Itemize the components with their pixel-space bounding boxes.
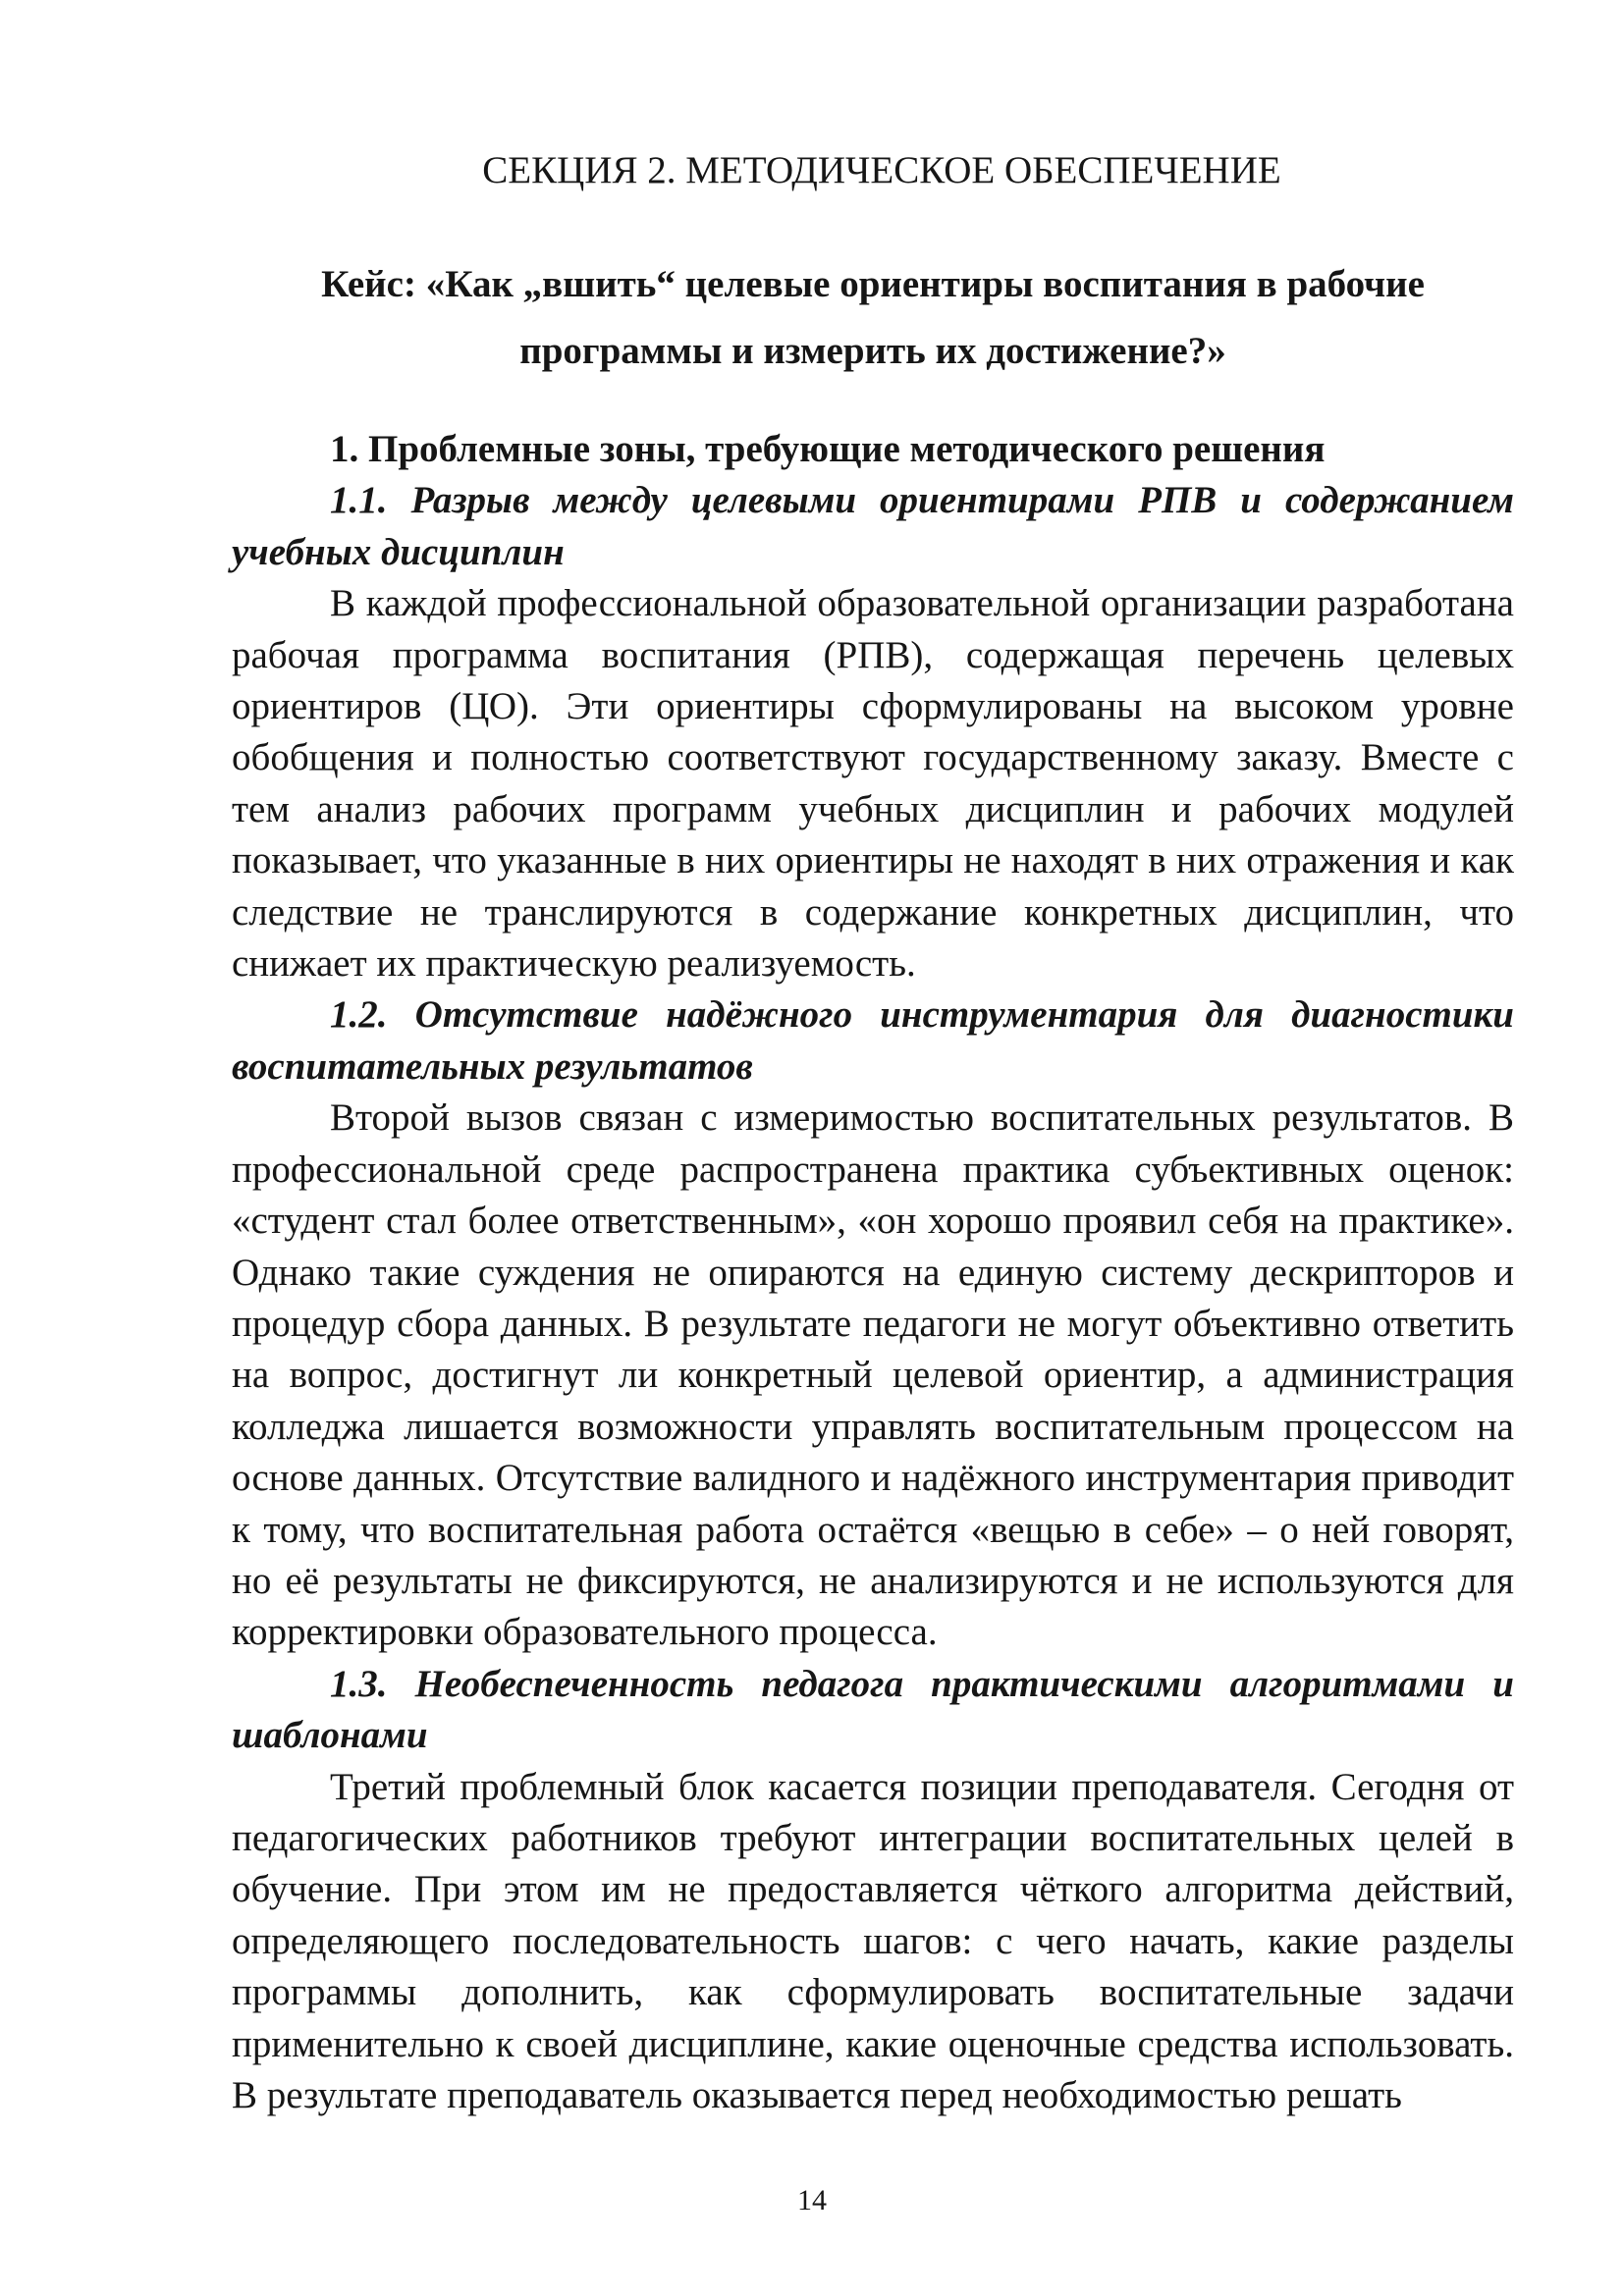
- heading-problem-zones: 1. Проблемные зоны, требующие методического решения: [330, 428, 1326, 470]
- subsection-paragraph-1-1: В каждой профессиональной образовательной организации разработана рабочая программа воспитания (РПВ), содержащая перечень целевых ориентиров (ЦО). Эти ориентиры сформулированы на высоком уровне обобщения и полностью соответствуют государственному заказу. Вместе с тем анализ рабочих программ учебных дисциплин и рабочих модулей показывает, что указанные в них ориентиры не находят в них отражения и как следствие не транслируются в содержание конкретных дисциплин, что снижает их практическую реализуемость.: [232, 582, 1514, 986]
- subsection-heading-1-3: 1.3. Необеспеченность педагога практическими алгоритмами и шаблонами: [232, 1662, 1514, 1757]
- subsection-paragraph-1-2: Второй вызов связан с измеримостью воспитательных результатов. В профессиональной среде распространена практика субъективных оценок: «студент стал более ответственным», «он хорошо проявил себя на практике». Однако такие суждения не опираются на единую систему дескрипторов и процедур сбора данных. В результате педагоги не могут объективно ответить на вопрос, достигнут ли конкретный целевой ориентир, а администрация колледжа лишается возможности управлять воспитательным процессом на основе данных. Отсутствие валидного и надёжного инструментария приводит к тому, что воспитательная работа остаётся «вещью в себе» – о ней говорят, но её результаты не фиксируются, не анализируются и не используются для корректировки образовательного процесса.: [232, 1096, 1514, 1654]
- case-title: Кейс: «Как „вшить“ целевые ориентиры воспитания в рабочие программы и измерить их достижение?»: [321, 263, 1425, 372]
- section-title: СЕКЦИЯ 2. МЕТОДИЧЕСКОЕ ОБЕСПЕЧЕНИЕ: [482, 149, 1281, 191]
- page-number: 14: [797, 2184, 827, 2216]
- subsection-paragraph-1-3: Третий проблемный блок касается позиции преподавателя. Сегодня от педагогических работников требуют интеграции воспитательных целей в обучение. При этом им не предоставляется чёткого алгоритма действий, определяющего последовательность шагов: с чего начать, какие разделы программы дополнить, как сформулировать воспитательные задачи применительно к своей дисциплине, какие оценочные средства использовать. В результате преподаватель оказывается перед необходимостью решать: [232, 1765, 1514, 2116]
- subsection-heading-1-1: 1.1. Разрыв между целевыми ориентирами РПВ и содержанием учебных дисциплин: [232, 479, 1514, 573]
- page-content: [232, 145, 1514, 2121]
- subsection-heading-1-2: 1.2. Отсутствие надёжного инструментария для диагностики воспитательных результатов: [232, 993, 1514, 1088]
